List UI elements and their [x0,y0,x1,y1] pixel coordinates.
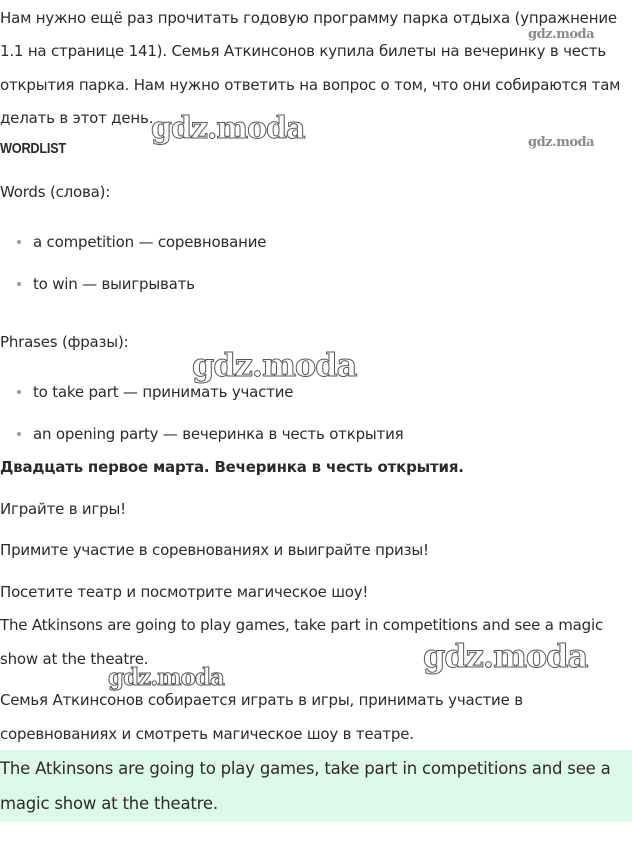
final-answer-line-1: The Atkinsons are going to play games, take part in competitions and see a [0,759,611,778]
watermark-logo: gdz.moda [192,346,357,384]
watermark-logo: gdz.moda [528,27,595,42]
intro-line-1: Нам нужно ещё раз прочитать годовую программу парка отдыха (упражнение [0,9,617,27]
poster-line-2: Примите участие в соревнованиях и выиграйте призы! [0,541,429,559]
bullet-icon [17,240,21,244]
watermark-logo: gdz.moda [108,664,224,691]
final-answer-line-2: magic show at the theatre. [0,794,218,813]
word-item-win: to win — выигрывать [33,275,195,293]
word-item-competition: a competition — соревнование [33,233,267,251]
watermark-logo: gdz.moda [423,637,588,675]
poster-line-3: Посетите театр и посмотрите магическое шоу! [0,583,369,601]
answer-en-line-1: The Atkinsons are going to play games, take part in competitions and see a magic [0,616,604,634]
bullet-icon [17,432,21,436]
intro-line-2: 1.1 на странице 141). Семья Аткинсонов купила билеты на вечеринку в честь [0,42,606,60]
phrases-heading: Phrases (фразы): [0,333,129,351]
bullet-icon [17,390,21,394]
words-heading: Words (слова): [0,183,111,201]
answer-ru-line-1: Семья Аткинсонов собирается играть в игры, принимать участие в [0,691,523,709]
phrase-item-take-part: to take part — принимать участие [33,383,294,401]
bullet-icon [17,282,21,286]
intro-line-4: делать в этот день. [0,109,154,127]
poster-line-1: Играйте в игры! [0,500,126,518]
watermark-logo: gdz.moda [151,111,305,146]
poster-title: Двадцать первое марта. Вечеринка в честь открытия. [0,458,464,476]
wordlist-title: WORDLIST [0,140,66,157]
intro-line-3: открытия парка. Нам нужно ответить на вопрос о том, что они собираются там [0,76,621,94]
answer-ru-line-2: соревнованиях и смотреть магическое шоу в театре. [0,725,414,743]
phrase-item-opening-party: an opening party — вечеринка в честь открытия [33,425,404,443]
answer-en-line-2: show at the theatre. [0,650,149,668]
watermark-logo: gdz.moda [528,135,595,150]
